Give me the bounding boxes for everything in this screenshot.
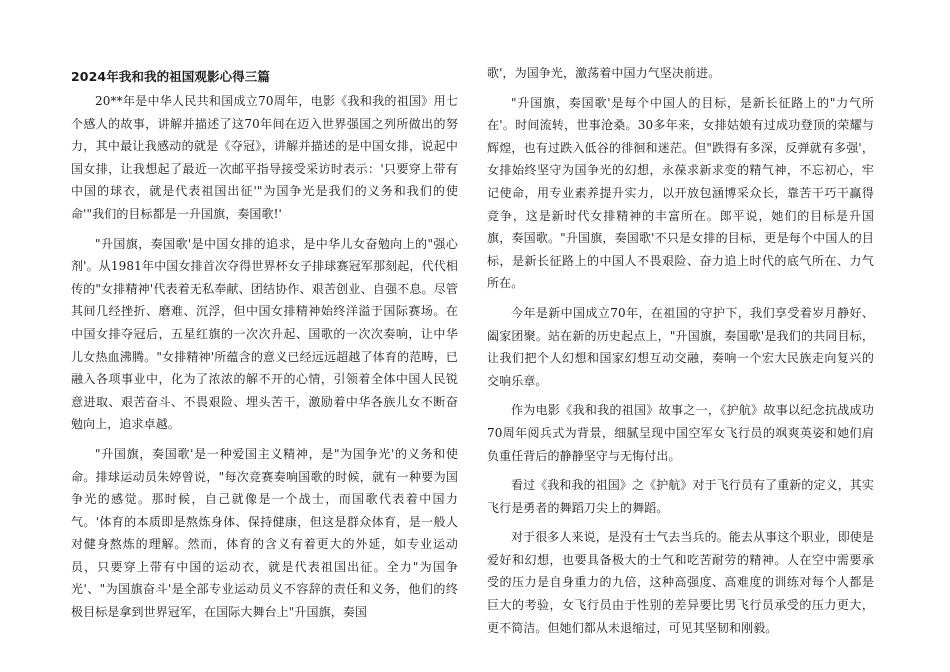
paragraph: 作为电影《我和我的祖国》故事之一，《护航》故事以纪念抗战成功70周年阅兵式为背景，细腻呈现中国空军女飞行员的飒爽英姿和她们肩负重任背后的静静坚守与无悔付出。	[487, 403, 874, 463]
paragraph: 今年是新中国成立70年，在祖国的守护下，我们享受着岁月静好、阖家团聚。站在新的历史起点上，"升国旗，奏国歌'是我们的共同目标，让我们把个人幻想和国家幻想互动交融，奏响一个宏大民族走向复兴的交响乐章。	[487, 305, 874, 388]
paragraph: 看过《我和我的祖国》之《护航》对于飞行员有了重新的定义，其实飞行是勇者的舞蹈刀尖上的舞蹈。	[487, 478, 875, 515]
paragraph: 20**年是中华人民共和国成立70周年，电影《我和我的祖国》用七个感人的故事，讲解并描述了这70年间在迈入世界强国之列所做出的努力，其中最让我感动的就是《夺冠》，讲解并描述的是中国女排，说起中国女排，让我想起了最近一次邮平指导接受采访时表示：'只要穿上带有中国的球衣，就是代表祖国出征'"为国争光是我们的义务和我们的使命'"我们的目标都是一升国旗，奏国歌!'	[71, 94, 458, 221]
right-column	[487, 62, 874, 646]
paragraph: "升国旗，奏国歌'是一种爱国主义精神，是"为国争光'的义务和使命。排球运动员朱婷曾说，"每次竞赛奏响国歌的时候，就有一种要为国争光的感觉。那时候，自己就像是一个战士，而国歌代表着中国力气。'体育的本质即是熬炼身体、保持健康，但这是群众体育，是一般人对健身熬炼的理解。然而，体育的含义有着更大的外延，如专业运动员，只要穿上带有中国的运动衣，就是代表祖国出征。全力"为国争光'、"为国旗奋斗'是全部专业运动员义不容辞的责任和义务，他们的终极目标是拿到世界冠军，在国际大舞台上"升国旗，奏国	[71, 446, 458, 620]
paragraph-continued: 歌'，为国争光，激荡着中国力气坚决前进。	[487, 66, 721, 80]
paragraph: "升国旗，奏国歌'是中国女排的追求，是中华儿女奋勉向上的"强心剂'。从1981年中国女排首次夺得世界杯女子排球赛冠军那刻起，代代相传的"女排精神'代表着无私奉献、团结协作、艰苦创业、自强不息。尽管其间几经挫折、磨难、沉浮，但中国女排精神始终洋溢于国际赛场。在中国女排夺冠后，五星红旗的一次次升起、国歌的一次次奏响，让中华儿女热血沸腾。"女排精神'所蕴含的意义已经远远超越了体育的范畴，已融入各项事业中，化为了浓浓的解不开的心情，引领着全体中国人民锐意进取、艰苦奋斗、不畏艰险、埋头苦干，激励着中华各族儿女不断奋勉向上，追求卓越。	[71, 236, 458, 432]
paragraph: "升国旗，奏国歌'是每个中国人的目标，是新长征路上的"力气所在'。时间流转，世事沧桑。30多年来，女排姑娘有过成功登顶的荣耀与辉煌，也有过跌入低谷的徘徊和迷茫。但"跌得有多深，反弹就有多强'，女排始终坚守为国争光的幻想，永葆求新求变的精气神，不忘初心，牢记使命，用专业素养提升实力，以开放包涵博采众长，靠苦干巧干赢得竞争，这是新时代女排精神的丰富所在。郎平说，她们的目标是升国旗，奏国歌。"升国旗，奏国歌'不只是女排的目标，更是每个中国人的目标，是新长征路上的中国人不畏艰险、奋力追上时代的底气所在、力气所在。	[487, 95, 874, 291]
document-title: 2024年我和我的祖国观影心得三篇	[71, 69, 270, 84]
left-column	[71, 66, 458, 631]
paragraph: 对于很多人来说，是没有士气去当兵的。能去从事这个职业，即使是爱好和幻想，也要具备极大的士气和吃苦耐劳的精神。人在空中需要承受的压力是自身重力的九倍，这种高强度、高难度的训练对每个人都是巨大的考验，女飞行员由于性别的差异要比男飞行员承受的压力更大，更不简洁。但她们都从未退缩过，可见其坚韧和刚毅。	[487, 530, 875, 635]
